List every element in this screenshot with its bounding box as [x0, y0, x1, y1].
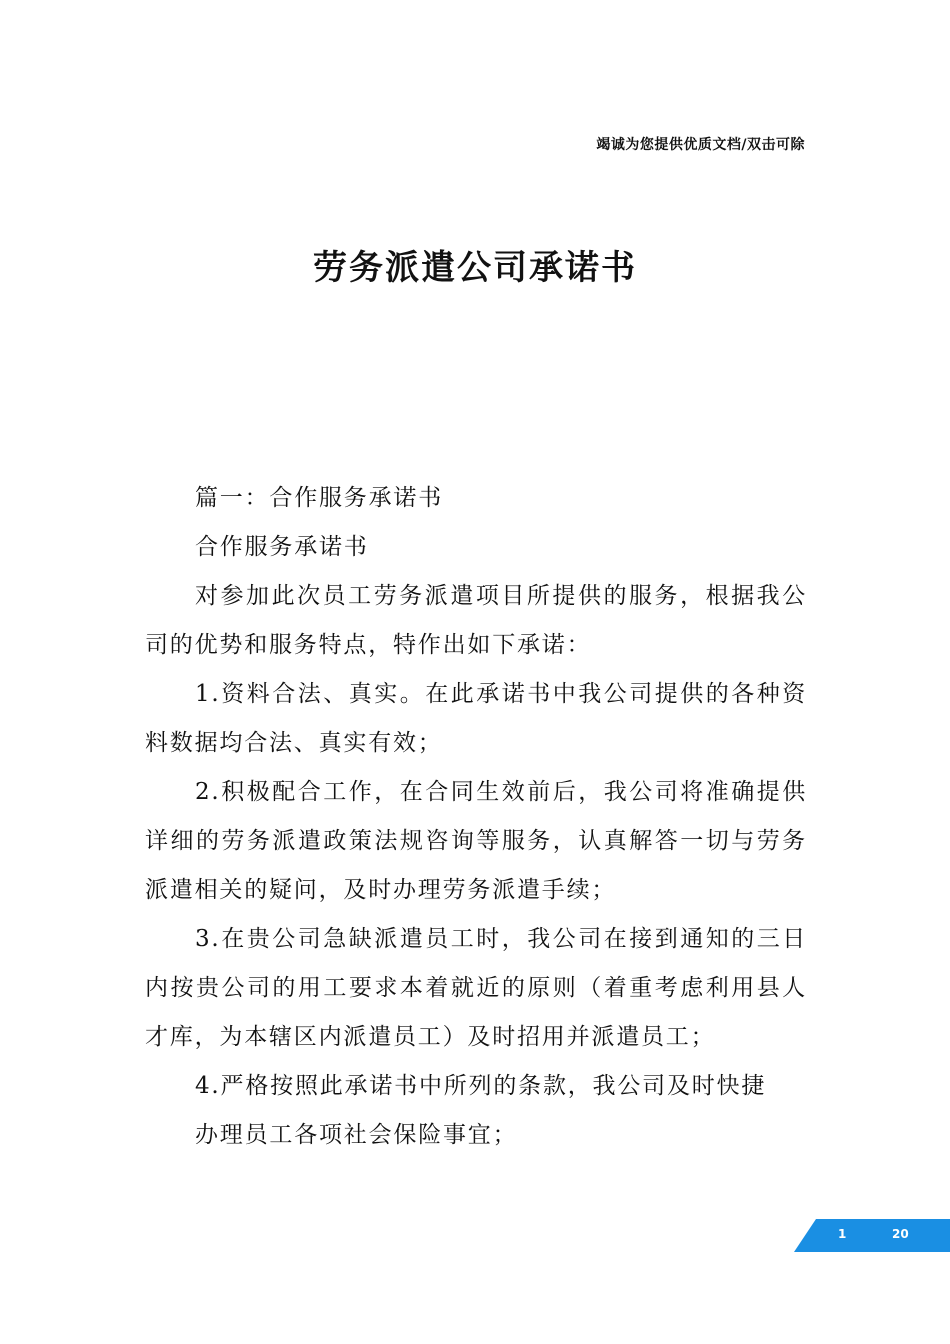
page-badge-shape: [794, 1219, 950, 1252]
document-title: 劳务派遣公司承诺书: [313, 248, 637, 288]
page-number-badge: [794, 1219, 950, 1252]
paragraph: 2.积极配合工作，在合同生效前后，我公司将准确提供详细的劳务派遣政策法规咨询等服务，认真解答一切与劳务派遣相关的疑问，及时办理劳务派遣手续；: [145, 779, 807, 903]
total-pages-number: 20: [892, 1227, 909, 1241]
paragraph: 合作服务承诺书: [195, 534, 369, 560]
paragraph: 3.在贵公司急缺派遣员工时，我公司在接到通知的三日内按贵公司的用工要求本着就近的原则（着重考虑利用县人才库，为本辖区内派遣员工）及时招用并派遣员工；: [145, 926, 807, 1050]
header-note: 竭诚为您提供优质文档/双击可除: [596, 137, 805, 153]
paragraph: 办理员工各项社会保险事宜；: [195, 1122, 518, 1148]
document-body: [145, 474, 807, 1160]
paragraph: 对参加此次员工劳务派遣项目所提供的服务，根据我公司的优势和服务特点，特作出如下承诺：: [145, 583, 807, 658]
paragraph: 1.资料合法、真实。在此承诺书中我公司提供的各种资料数据均合法、真实有效；: [145, 681, 807, 756]
current-page-number: 1: [838, 1227, 847, 1241]
paragraph: 篇一：合作服务承诺书: [195, 485, 443, 511]
paragraph: 4.严格按照此承诺书中所列的条款，我公司及时快捷: [195, 1073, 767, 1099]
